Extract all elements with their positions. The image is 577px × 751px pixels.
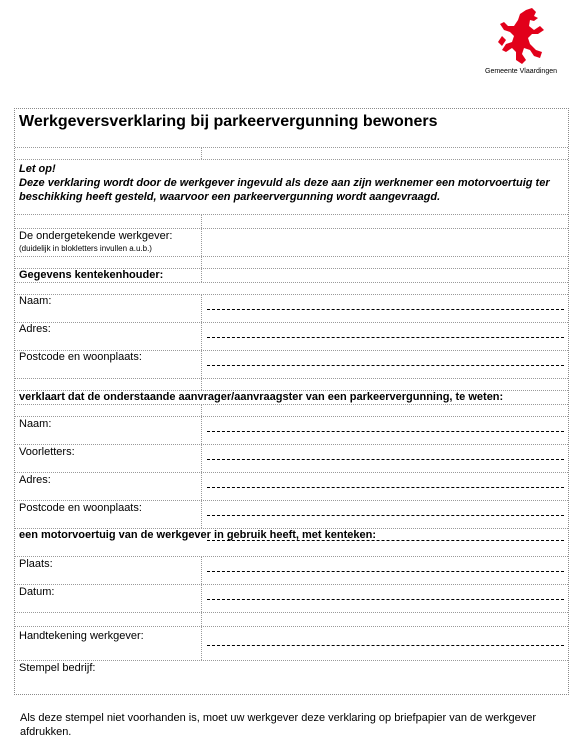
logo-caption: Gemeente Vlaardingen [485, 68, 557, 75]
notice-row [15, 159, 568, 214]
declares-row [15, 390, 568, 404]
holder-name-row [15, 294, 568, 322]
holder-postcode-field[interactable] [207, 365, 564, 366]
stamp-label: Stempel bedrijf: [19, 662, 96, 674]
applicant-address-field[interactable] [207, 487, 564, 488]
holder-address-label: Adres: [19, 323, 51, 335]
place-row [15, 556, 568, 584]
holder-name-field[interactable] [207, 309, 564, 310]
holder-address-row [15, 322, 568, 350]
applicant-initials-label: Voorletters: [19, 446, 75, 458]
spacer-row [15, 378, 568, 390]
applicant-postcode-row [15, 500, 568, 528]
date-row [15, 584, 568, 612]
employer-hint: (duidelijk in blokletters invullen a.u.b.) [19, 244, 152, 253]
employer-label: De ondergetekende werkgever: [19, 230, 173, 242]
applicant-initials-field[interactable] [207, 459, 564, 460]
spacer-row [15, 612, 568, 626]
applicant-postcode-label: Postcode en woonplaats: [19, 502, 142, 514]
holder-postcode-row [15, 350, 568, 378]
declares-text: verklaart dat de onderstaande aanvrager/aanvraagster van een parkeervergunning, te weten: [19, 391, 504, 403]
holder-heading-row [15, 268, 568, 282]
notice-text: Deze verklaring wordt door de werkgever ingevuld als deze aan zijn werknemer een motorvoertuig ter beschikking heeft gesteld, waarvoor een parkeervergunning wordt aangevraagd. [19, 177, 550, 203]
spacer-row [15, 404, 568, 416]
plate-field[interactable] [207, 540, 564, 541]
signature-field[interactable] [207, 645, 564, 646]
applicant-address-row [15, 472, 568, 500]
employer-row [15, 228, 568, 256]
signature-row [15, 626, 568, 660]
signature-label: Handtekening werkgever: [19, 630, 144, 642]
applicant-postcode-field[interactable] [207, 515, 564, 516]
title-row [15, 109, 568, 147]
applicant-name-row [15, 416, 568, 444]
spacer-row [15, 147, 568, 159]
spacer-row [15, 256, 568, 268]
notice-heading: Let op! [19, 163, 56, 175]
stamp-row [15, 660, 568, 696]
applicant-name-label: Naam: [19, 418, 52, 430]
lion-icon [496, 6, 546, 66]
holder-postcode-label: Postcode en woonplaats: [19, 351, 142, 363]
municipality-logo [474, 6, 568, 92]
declaration-form [14, 108, 569, 695]
holder-heading: Gegevens kentekenhouder: [19, 269, 164, 281]
holder-name-label: Naam: [19, 295, 52, 307]
holder-address-field[interactable] [207, 337, 564, 338]
spacer-row [15, 214, 568, 228]
applicant-initials-row [15, 444, 568, 472]
applicant-name-field[interactable] [207, 431, 564, 432]
applicant-address-label: Adres: [19, 474, 51, 486]
vehicle-text: een motorvoertuig van de werkgever in gebruik heeft, met kenteken: [19, 529, 376, 541]
spacer-row [15, 282, 568, 294]
date-field[interactable] [207, 599, 564, 600]
form-title: Werkgeversverklaring bij parkeervergunning bewoners [19, 113, 438, 130]
date-label: Datum: [19, 586, 55, 598]
place-field[interactable] [207, 571, 564, 572]
place-label: Plaats: [19, 558, 53, 570]
footer-note: Als deze stempel niet voorhanden is, moet uw werkgever deze verklaring op briefpapier van de werkgever afdrukken. [20, 712, 537, 738]
